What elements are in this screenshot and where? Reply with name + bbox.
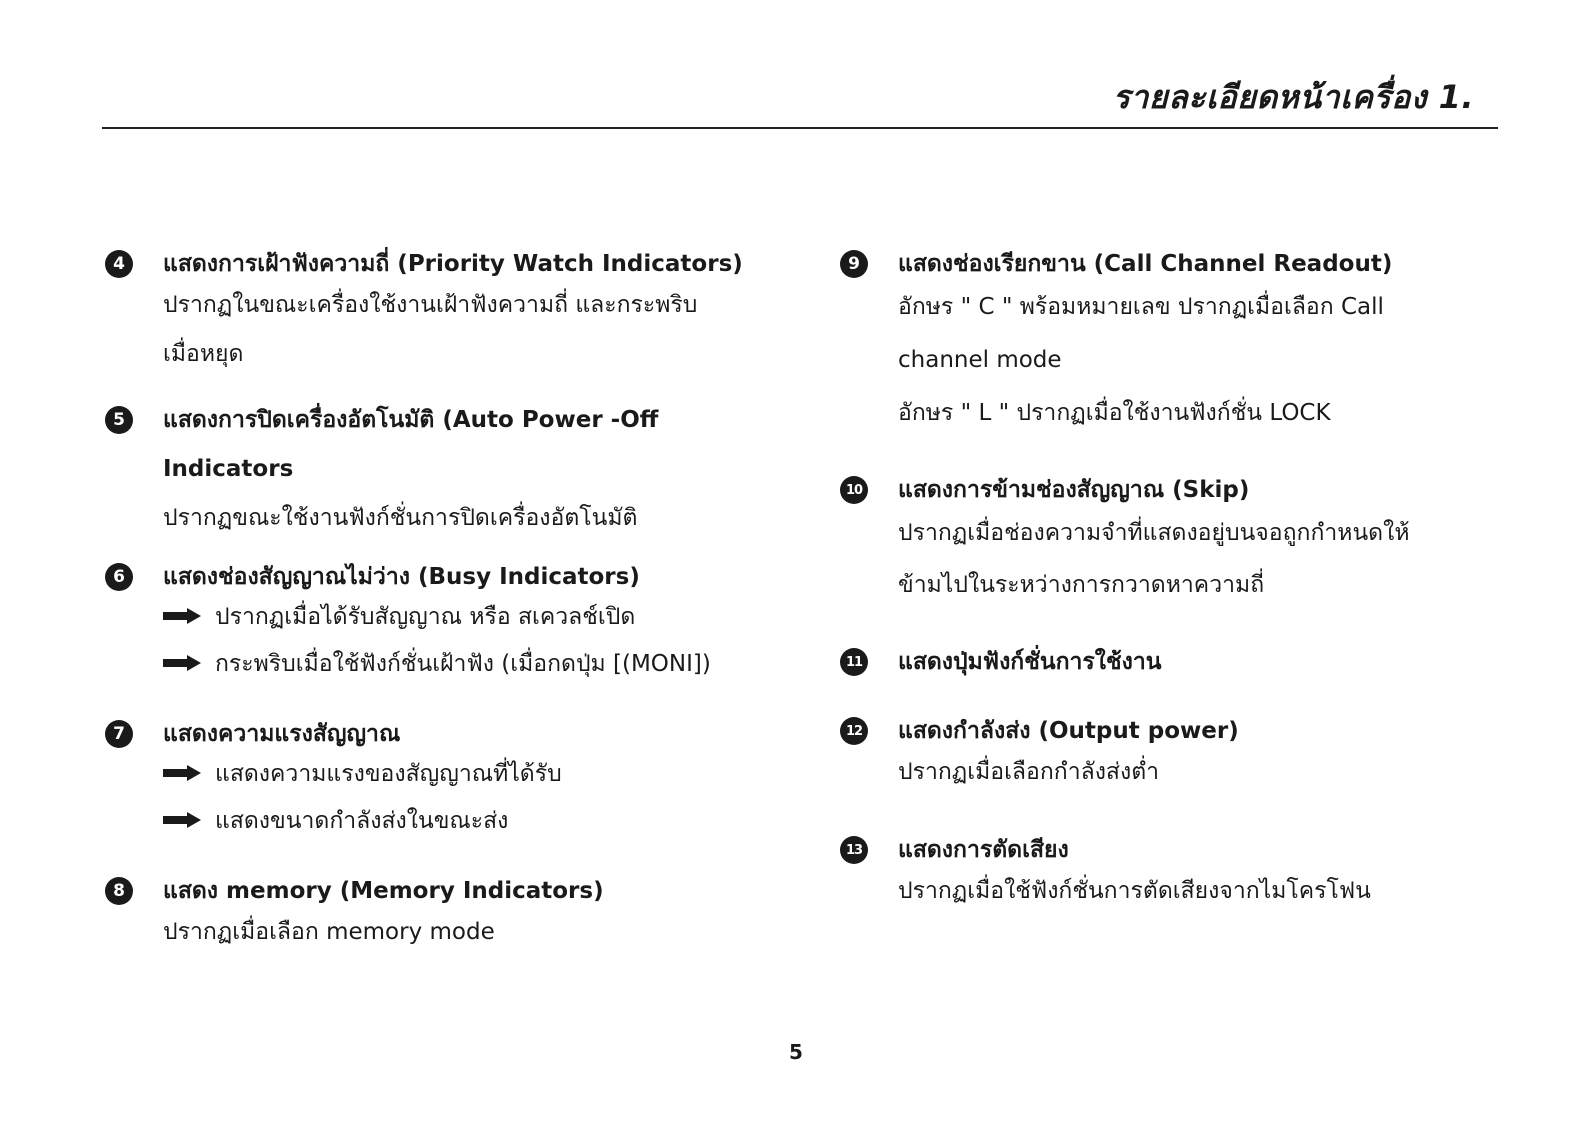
- header-divider: [102, 127, 1498, 129]
- description-line: ปรากฏขณะใช้งานฟังก์ชั่นการปิดเครื่องอัตโนมัติ: [163, 505, 638, 531]
- item-description: [898, 867, 1500, 916]
- number-badge-11: 11: [840, 648, 868, 676]
- item-title: แสดงการข้ามช่องสัญญาณ (Skip): [898, 477, 1250, 503]
- item-9: [840, 247, 1500, 440]
- bullet-text: แสดงขนาดกำลังส่งในขณะส่ง: [215, 808, 509, 834]
- item-title: แสดงการตัดเสียง: [898, 837, 1069, 863]
- bullet-line: [163, 751, 805, 798]
- item-5: [105, 403, 805, 543]
- item-13: [840, 833, 1500, 916]
- number-badge-8: 8: [105, 877, 133, 905]
- bullet-text: ปรากฏเมื่อได้รับสัญญาณ หรือ สเควลช์เปิด: [215, 604, 636, 630]
- number-badge-5: 5: [105, 406, 133, 434]
- item-4: [105, 247, 805, 379]
- arrow-right-icon: [163, 655, 201, 671]
- item-11: [840, 645, 1500, 679]
- bullet-text: แสดงความแรงของสัญญาณที่ได้รับ: [215, 761, 562, 787]
- item-title: แสดงการปิดเครื่องอัตโนมัติ (Auto Power -Off Indicators: [163, 407, 659, 482]
- description-line: เมื่อหยุด: [163, 341, 244, 367]
- item-description: [898, 507, 1500, 611]
- arrow-right-icon: [163, 812, 201, 828]
- item-description: [163, 494, 805, 543]
- description-line: ปรากฏเมื่อช่องความจำที่แสดงอยู่บนจอถูกกำหนดให้: [898, 520, 1410, 546]
- item-title: แสดงกำลังส่ง (Output power): [898, 718, 1239, 744]
- arrow-right-icon: [163, 608, 201, 624]
- item-6: [105, 560, 805, 688]
- item-title: แสดงช่องสัญญาณไม่ว่าง (Busy Indicators): [163, 564, 640, 590]
- description-line: อักษร " C " พร้อมหมายเลข ปรากฏเมื่อเลือก Call: [898, 294, 1384, 320]
- page-header-title: รายละเอียดหน้าเครื่อง 1.: [1112, 78, 1474, 116]
- item-title: แสดงช่องเรียกขาน (Call Channel Readout): [898, 251, 1393, 277]
- item-8: [105, 874, 805, 957]
- item-12: [840, 714, 1500, 797]
- number-badge-4: 4: [105, 250, 133, 278]
- number-badge-9: 9: [840, 250, 868, 278]
- item-description: [898, 281, 1500, 440]
- item-title: แสดง memory (Memory Indicators): [163, 878, 604, 904]
- number-badge-10: 10: [840, 476, 868, 504]
- description-line: channel mode: [898, 347, 1062, 373]
- arrow-right-icon: [163, 765, 201, 781]
- number-badge-6: 6: [105, 563, 133, 591]
- number-badge-12: 12: [840, 717, 868, 745]
- item-title: แสดงการเฝ้าฟังความถี่ (Priority Watch Indicators): [163, 251, 743, 277]
- bullet-line: [163, 594, 805, 641]
- bullet-line: [163, 798, 805, 845]
- description-line: ปรากฏเมื่อใช้ฟังก์ชั่นการตัดเสียงจากไมโครโฟน: [898, 878, 1371, 904]
- item-title: แสดงความแรงสัญญาณ: [163, 721, 401, 747]
- number-badge-7: 7: [105, 720, 133, 748]
- description-line: ปรากฏในขณะเครื่องใช้งานเฝ้าฟังความถี่ และกระพริบ: [163, 292, 698, 318]
- description-line: ข้ามไปในระหว่างการกวาดหาความถี่: [898, 572, 1265, 598]
- bullet-line: [163, 641, 805, 688]
- description-line: อักษร " L " ปรากฏเมื่อใช้งานฟังก์ชั่น LOCK: [898, 400, 1331, 426]
- description-line: ปรากฏเมื่อเลือกกำลังส่งต่ำ: [898, 759, 1160, 785]
- page-number: 5: [789, 1040, 803, 1064]
- item-description: [163, 908, 805, 957]
- item-7: [105, 717, 805, 845]
- bullet-text: กระพริบเมื่อใช้ฟังก์ชั่นเฝ้าฟัง (เมื่อกดปุ่ม [(MONI]): [215, 651, 711, 677]
- item-10: [840, 473, 1500, 611]
- item-title: แสดงปุ่มฟังก์ชั่นการใช้งาน: [898, 649, 1162, 675]
- item-description: [898, 748, 1500, 797]
- item-description: [163, 281, 805, 379]
- number-badge-13: 13: [840, 836, 868, 864]
- description-line: ปรากฏเมื่อเลือก memory mode: [163, 919, 495, 945]
